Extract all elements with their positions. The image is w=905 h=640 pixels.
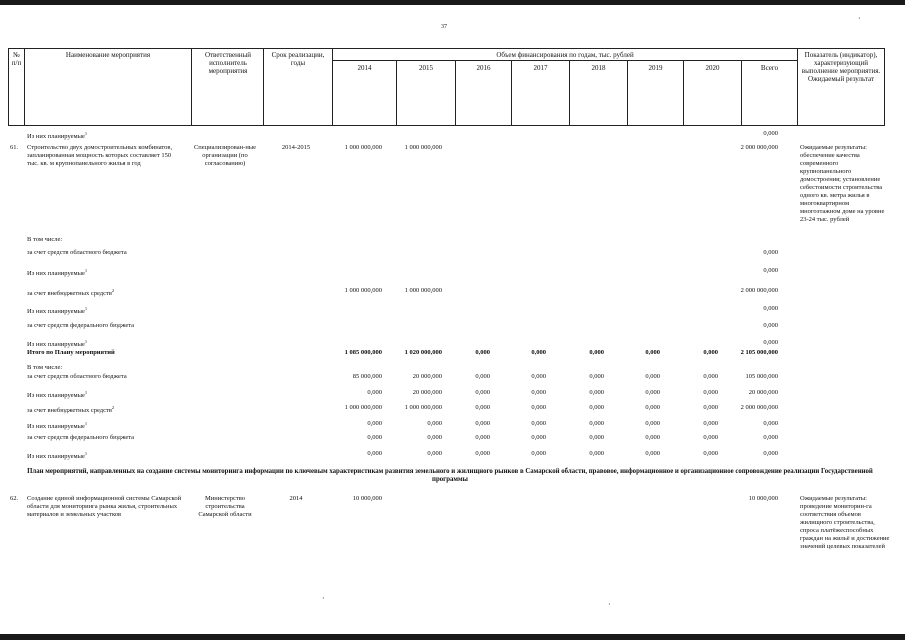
header-funding: Объем финансирования по годам, тыс. рублей — [496, 51, 634, 59]
row-value: 0,000 — [589, 420, 604, 427]
row-value: 0,000 — [531, 420, 546, 427]
row-value: 0,000 — [589, 450, 604, 457]
row-value: 0,000 — [703, 434, 718, 441]
row-value: 1 020 000,000 — [404, 349, 442, 356]
row-value: 0,000 — [589, 349, 604, 356]
header-year: 2014 — [357, 64, 372, 72]
section-title: План мероприятий, направленных на создание системы мониторинга информации по ключевым характеристикам развития земельного и жилищного рынков в Самарской области, правовое, информационное и организационное сопровождение реализации Государственной программы — [27, 468, 873, 483]
row-value: 0,000 — [367, 389, 382, 396]
item-result: Ожидаемые результаты: обеспечение качества современного крупнопанельного домостроения; установление себестоимости строительства одного кв. метра жилья в многоквартирном многоэтажном доме на уровне 23-24 тыс. рублей — [800, 144, 885, 223]
row-value: 0,000 — [645, 420, 660, 427]
row-value: 0,000 — [645, 434, 660, 441]
row-value: 1 000 000,000 — [344, 404, 382, 411]
header-year: 2016 — [476, 64, 491, 72]
row-value: 0,000 — [703, 389, 718, 396]
row-label: за счет средств федерального бюджета — [27, 434, 135, 441]
top-border — [0, 0, 905, 5]
row-value: 1 000 000,000 — [404, 404, 442, 411]
row-value: 0,000 — [703, 349, 718, 356]
row-label: Из них планируемые$^1$ — [27, 451, 88, 461]
row-label: Из них планируемые$^1$ — [27, 421, 88, 431]
row-label: Итого по Плану мероприятий — [27, 349, 115, 356]
row-value: 0,000 — [645, 349, 660, 356]
row-value: 0,000 — [531, 373, 546, 380]
row-value: 0,000 — [531, 389, 546, 396]
row-label: В том числе: — [27, 236, 63, 243]
row-value: 0,000 — [427, 434, 442, 441]
row-total: 0,000 — [763, 267, 778, 274]
row-label: за счет средств областного бюджета — [27, 249, 127, 256]
item-result: Ожидаемые результаты: проведение мониторин-га соответствия объемов жилищного строительства, спроса платёжеспособных граждан на жильё и достижение значений целевых показателей — [800, 495, 890, 550]
row-total: 2 105 000,000 — [740, 349, 778, 356]
row-value: 0,000 — [531, 404, 546, 411]
row-value: 1 085 000,000 — [344, 349, 382, 356]
item-responsible: Специализирован-ные организации (по согласованию) — [193, 144, 257, 167]
row-value: 0,000 — [475, 373, 490, 380]
row-total: 2 000 000,000 — [740, 404, 778, 411]
row-total: 105 000,000 — [745, 373, 778, 380]
header-num: № п/п — [11, 51, 22, 67]
row-label: Из них планируемые$^1$ — [27, 268, 88, 278]
row-total: 0,000 — [763, 450, 778, 457]
row-value: 0,000 — [645, 450, 660, 457]
item-total: 2 000 000,000 — [740, 144, 778, 151]
scan-dot: · — [608, 600, 611, 609]
row-total: 0,000 — [763, 339, 778, 346]
row-value: 0,000 — [531, 434, 546, 441]
row-total: 2 000 000,000 — [740, 287, 778, 294]
row-value: 0,000 — [475, 450, 490, 457]
item-number: 61. — [10, 144, 19, 151]
header-indicator: Показатель (индикатор), характеризующий выполнение мероприятия. Ожидаемый результат — [801, 51, 881, 83]
row-value: 0,000 — [703, 420, 718, 427]
header-name: Наименование мероприятия — [65, 51, 151, 59]
row-value: 1 000 000,000 — [344, 287, 382, 294]
bottom-border — [0, 634, 905, 640]
row-value: 20 000,000 — [412, 389, 442, 396]
table-header — [8, 48, 885, 126]
header-period: Срок реализации, годы — [271, 51, 325, 67]
row-total: 0,000 — [763, 130, 778, 137]
item-name: Создание единой информационной системы Самарской области для мониторинга рынка жилья, строительных материалов и земельных участков — [27, 495, 182, 518]
scan-dot: · — [322, 594, 325, 603]
row-value: 0,000 — [475, 389, 490, 396]
row-total: 20 000,000 — [748, 389, 778, 396]
row-label: Из них планируемые$^1$ — [27, 306, 88, 316]
item-period: 2014 — [289, 495, 303, 502]
row-value: 0,000 — [645, 373, 660, 380]
row-value: 0,000 — [427, 420, 442, 427]
header-year: 2015 — [419, 64, 433, 72]
item-number: 62. — [10, 495, 19, 502]
row-value: 1 000 000,000 — [404, 287, 442, 294]
row-value: 0,000 — [589, 389, 604, 396]
header-total: Всего — [760, 64, 779, 72]
row-value: 0,000 — [367, 450, 382, 457]
header-year: 2018 — [591, 64, 606, 72]
row-value: 0,000 — [367, 434, 382, 441]
row-value: 0,000 — [475, 434, 490, 441]
item-period: 2014-2015 — [281, 144, 311, 151]
row-value: 85 000,000 — [352, 373, 382, 380]
item-value-2014: 10 000,000 — [352, 495, 382, 502]
row-label: В том числе: — [27, 364, 63, 371]
item-value-2014: 1 000 000,000 — [344, 144, 382, 151]
row-value: 0,000 — [427, 450, 442, 457]
row-label: Из них планируемые$^1$ — [27, 390, 88, 400]
row-total: 0,000 — [763, 434, 778, 441]
row-label: Из них планируемые$^1$ — [27, 339, 88, 349]
row-label: за счет внебюджетных средств$^2$ — [27, 405, 115, 415]
header-year: 2019 — [648, 64, 663, 72]
row-value: 20 000,000 — [412, 373, 442, 380]
row-label: Из них планируемые$^1$ — [27, 131, 88, 141]
header-year: 2017 — [533, 64, 548, 72]
row-value: 0,000 — [531, 450, 546, 457]
row-value: 0,000 — [475, 404, 490, 411]
row-value: 0,000 — [645, 389, 660, 396]
row-value: 0,000 — [703, 404, 718, 411]
page-number: 37 — [441, 24, 447, 30]
row-value: 0,000 — [703, 450, 718, 457]
row-total: 0,000 — [763, 420, 778, 427]
row-label: за счет средств федерального бюджета — [27, 322, 135, 329]
item-total: 10 000,000 — [748, 495, 778, 502]
row-value: 0,000 — [475, 420, 490, 427]
row-value: 0,000 — [475, 349, 490, 356]
item-responsible: Министерство строительства Самарской области — [198, 495, 252, 518]
row-value: 0,000 — [589, 434, 604, 441]
header-responsible: Ответственный исполнитель мероприятия — [204, 51, 252, 75]
item-name: Строительство двух домостроительных комбинатов, запланированная мощность которых составляет 150 тыс. кв. м крупнопанельного жилья в год — [27, 144, 173, 167]
header-year: 2020 — [705, 64, 720, 72]
row-value: 0,000 — [589, 373, 604, 380]
row-value: 0,000 — [531, 349, 546, 356]
row-total: 0,000 — [763, 322, 778, 329]
scan-dot: · — [858, 14, 861, 23]
row-value: 0,000 — [367, 420, 382, 427]
row-label: за счет средств областного бюджета — [27, 373, 127, 380]
row-value: 0,000 — [645, 404, 660, 411]
row-total: 0,000 — [763, 249, 778, 256]
row-label: за счет внебюджетных средств$^2$ — [27, 288, 115, 298]
row-value: 0,000 — [703, 373, 718, 380]
row-value: 0,000 — [589, 404, 604, 411]
item-value-2015: 1 000 000,000 — [404, 144, 442, 151]
row-total: 0,000 — [763, 305, 778, 312]
